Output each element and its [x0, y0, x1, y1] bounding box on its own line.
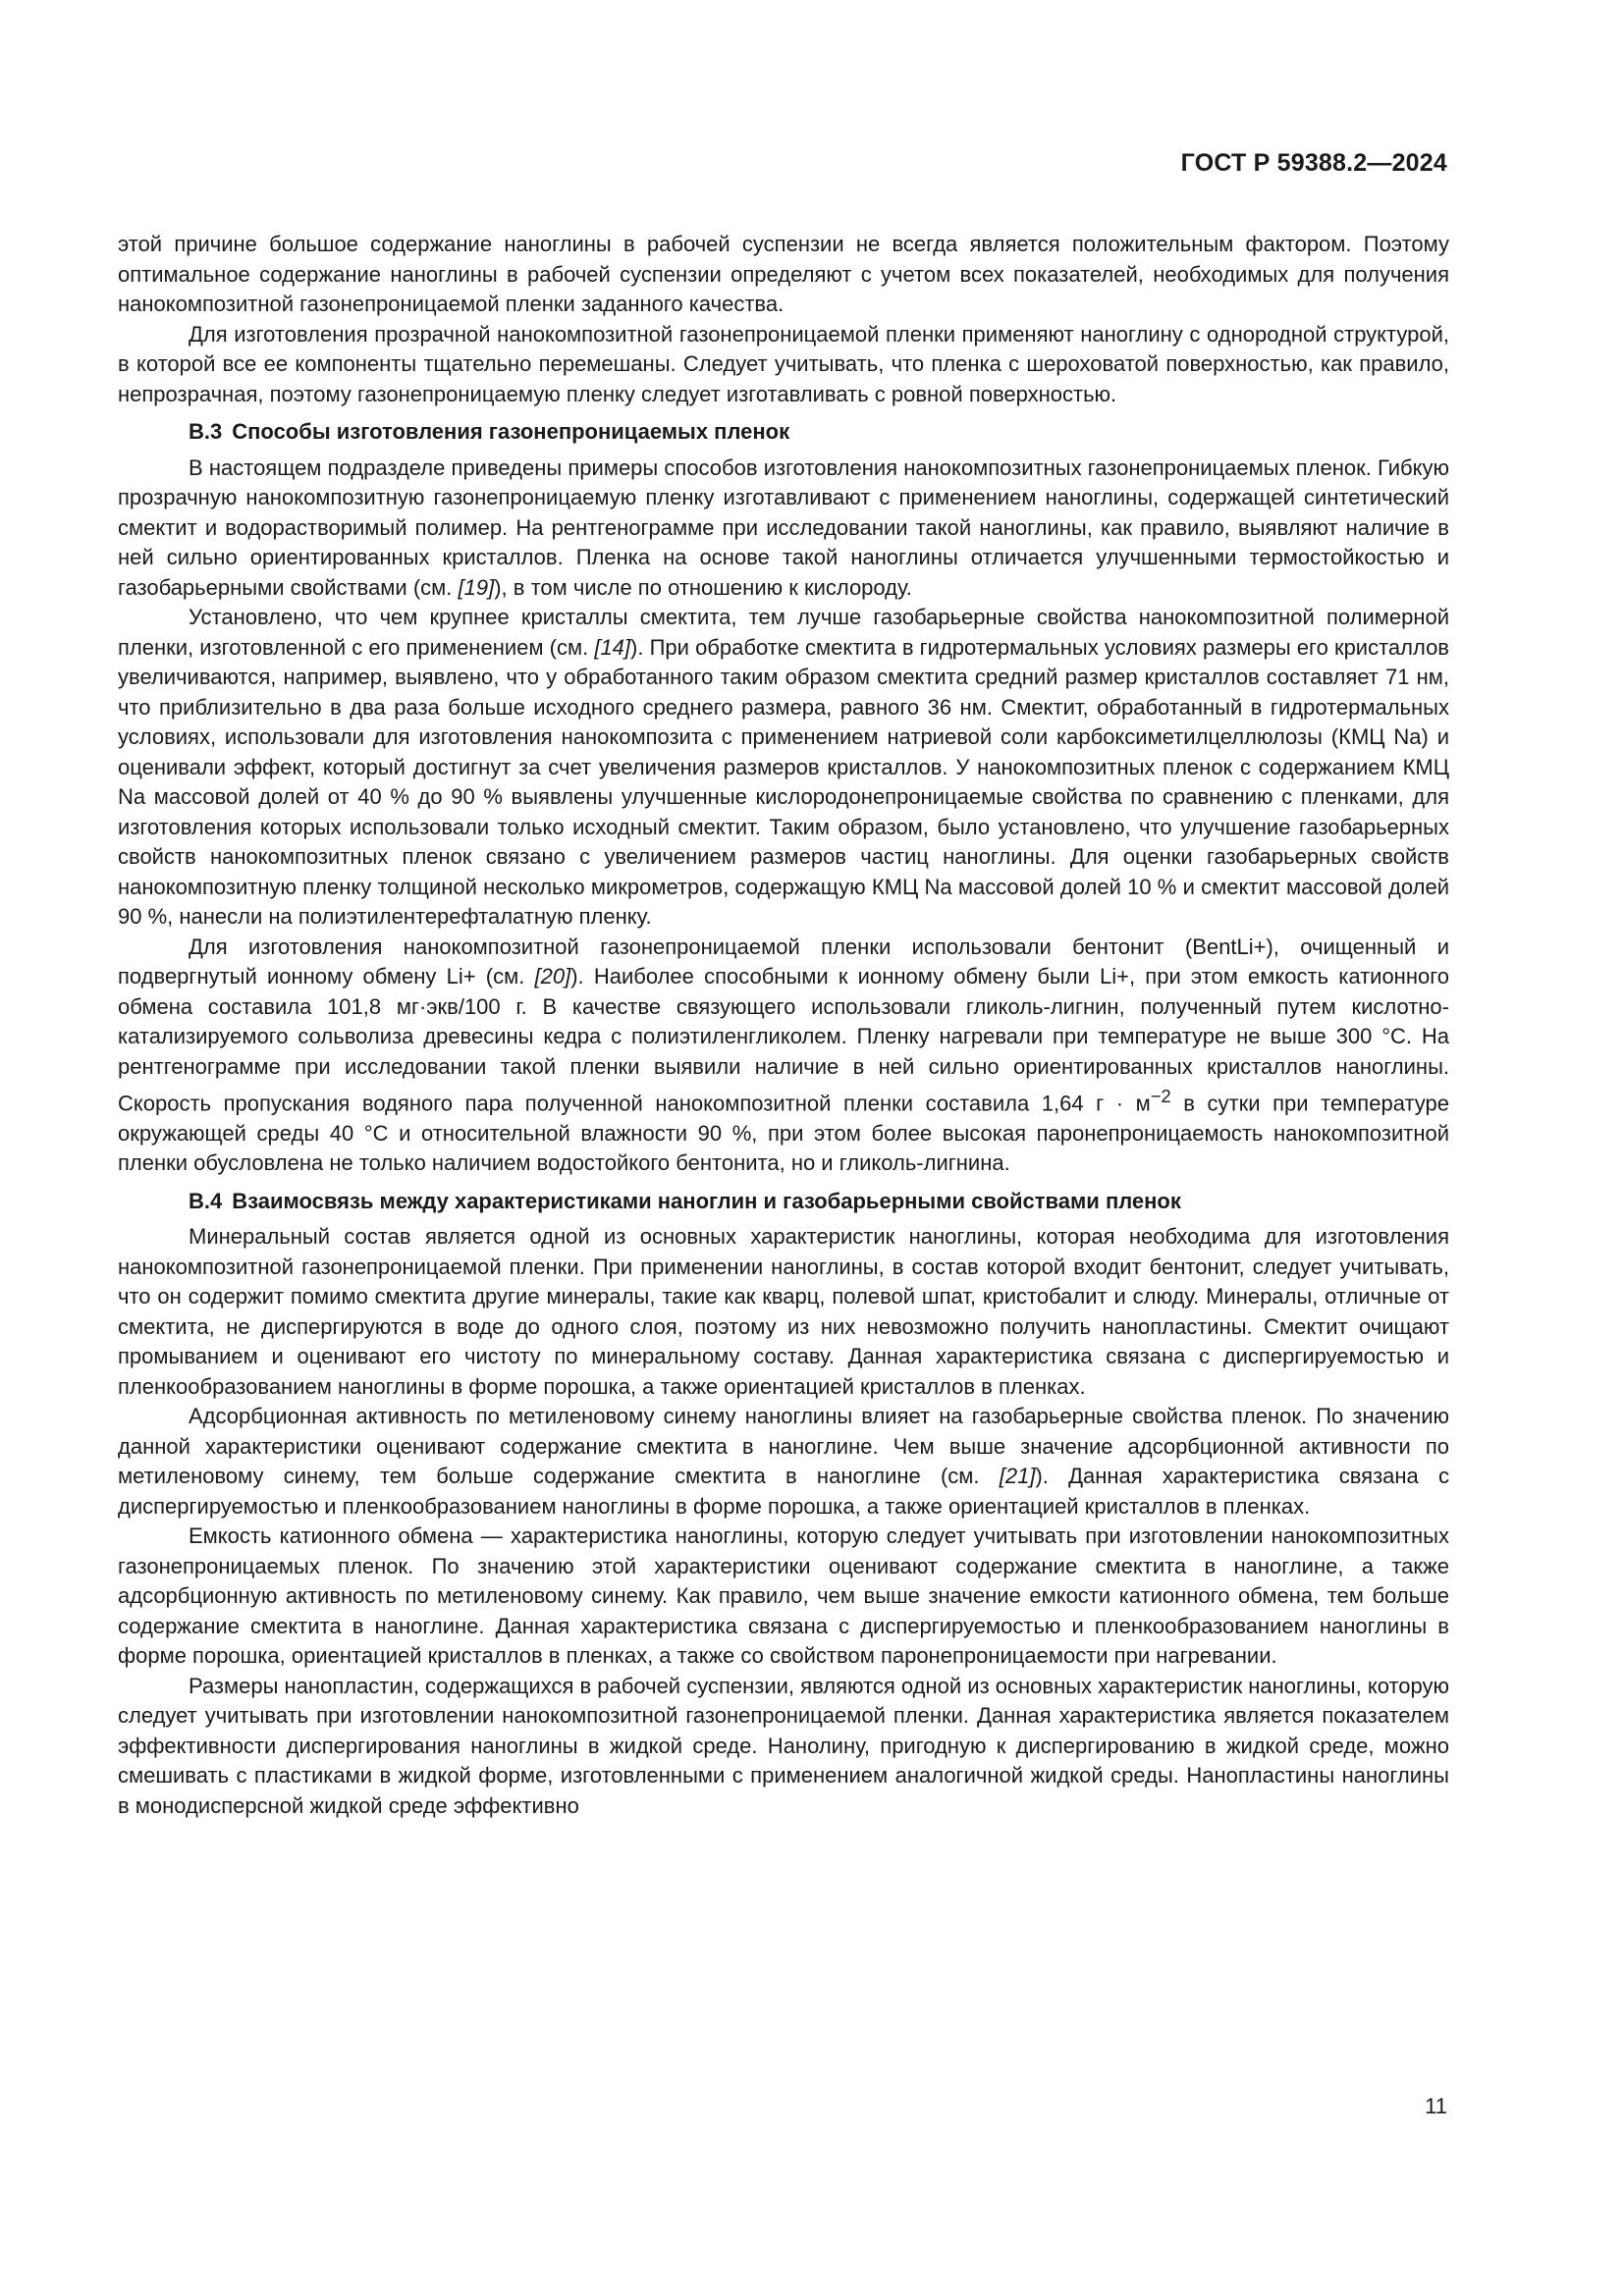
paragraph-b3-2 [118, 603, 1449, 933]
bibliography-reference: [14] [594, 634, 631, 660]
paragraph-intro-2: Для изготовления прозрачной нанокомпозитной газонепроницаемой пленки применяют наноглину с однородной структурой, в которой все ее компоненты тщательно перемешаны. Следует учитывать, что пленка с шероховатой поверхностью, как правило, непрозрачная, поэтому газонепроницаемую пленку следует изготавливать с ровной поверхностью. [118, 321, 1449, 406]
section-heading-b3 [118, 417, 1449, 448]
paragraph-intro-1: этой причине большое содержание наноглины в рабочей суспензии не всегда является положительным фактором. Поэтому оптимальное содержание наноглины в рабочей суспензии определяют с учетом всех показателей, необходимых для получения нанокомпозитной газонепроницаемой пленки заданного качества. [118, 232, 1449, 316]
paragraph-b4-4: Размеры нанопластин, содержащихся в рабочей суспензии, являются одной из основных характеристик наноглины, которую следует учитывать при изготовлении нанокомпозитной газонепроницаемой пленки. Данная характеристика является показателем эффективности диспергирования наноглины в жидкой среде. Нанолину, пригодную к диспергированию в жидкой среде, можно смешивать с пластиками в жидкой форме, изготовленными с применением аналогичной жидкой среды. Нанопластины наноглины в монодисперсной жидкой среде эффективно [118, 1673, 1449, 1818]
text-run: Установлено, что чем крупнее кристаллы смектита, тем лучше газобарьерные свойства нанокомпозитной полимерной пленки, изготовленной с его применением (см. [118, 605, 1449, 660]
text-run: в сутки при температуре окружающей среды 40 °С и относительной влажности 90 %, при этом более высокая паронепроницаемость нанокомпозитной пленки обусловлена не только наличием водостойкого бентонита, но и гликоль-лигнина. [118, 1091, 1449, 1176]
section-number: В.4 [189, 1188, 223, 1213]
page-number: 11 [1425, 2094, 1447, 2118]
bibliography-reference: [21] [999, 1464, 1036, 1489]
paragraph-b4-2 [118, 1402, 1449, 1522]
paragraph-b3-3 [118, 933, 1449, 1179]
document-body [118, 230, 1449, 1821]
text-run: ). Данная характеристика связана с диспергируемостью и пленкообразованием наноглины в форме порошка, а также ориентацией кристаллов в пленках. [118, 1464, 1450, 1519]
section-heading-b4 [118, 1187, 1449, 1217]
text-run: ), в том числе по отношению к кислороду. [494, 574, 912, 600]
text-run: Для изготовления нанокомпозитной газонепроницаемой пленки использовали бентонит (BentLi+), очищенный и подвергнутый ионному обмену Li+ (см. [118, 934, 1449, 988]
text-run: ). При обработке смектита в гидротермальных условиях размеры его кристаллов увеличиваются, например, выявлено, что у обработанного таким образом смектита средний размер кристаллов составляет 71 нм, что приблизительно в два раза больше исходного среднего размера, равного 36 нм. Смектит, обработанный в гидротермальных условиях, использовали для изготовления нанокомпозита с применением натриевой соли карбоксиметилцеллюлозы (КМЦ Na) и оценивали эффект, который достигнут за счет увеличения размеров кристаллов. У нанокомпозитных пленок с содержанием КМЦ Na массовой долей от 40 % до 90 % выявлены улучшенные кислородонепроницаемые свойства по сравнению с пленками, для изготовления которых использовали только исходный смектит. Таким образом, было установлено, что улучшение газобарьерных свойств нанокомпозитных пленок связано с увеличением размеров частиц наноглины. Для оценки газобарьерных свойств нанокомпозитную пленку толщиной несколько микрометров, содержащую КМЦ Na массовой долей 10 % и смектит массовой долей 90 %, нанесли на полиэтилентерефталатную пленку. [118, 634, 1449, 929]
bibliography-reference: [20] [534, 964, 571, 988]
paragraph-b4-1: Минеральный состав является одной из основных характеристик наноглины, которая необходима для изготовления нанокомпозитной газонепроницаемой пленки. При применении наноглины, в состав которой входит бентонит, следует учитывать, что он содержит помимо смектита другие минералы, такие как кварц, полевой шпат, кристобалит и слюду. Минералы, отличные от смектита, не диспергируются в воде до одного слоя, поэтому из них невозможно получить нанопластины. Смектит очищают промыванием и оценивают его чистоту по минеральному составу. Данная характеристика связана с диспергируемостью и пленкообразованием наноглины в форме порошка, а также ориентацией кристаллов в пленках. [118, 1224, 1449, 1399]
bibliography-reference: [19] [458, 574, 495, 600]
section-title: Способы изготовления газонепроницаемых пленок [232, 419, 790, 444]
paragraph-b3-1 [118, 454, 1449, 604]
section-title: Взаимосвязь между характеристиками наноглин и газобарьерными свойствами пленок [232, 1188, 1181, 1213]
section-number: В.3 [189, 419, 223, 444]
superscript-exponent: −2 [1150, 1086, 1171, 1106]
text-run: ). Наиболее способными к ионному обмену были Li+, при этом емкость катионного обмена составила 101,8 мг·экв/100 г. В качестве связующего использовали гликоль-лигнин, полученный путем кислотно-катализируемого сольволиза древесины кедра с полиэтиленгликолем. Пленку нагревали при температуре не выше 300 °С. На рентгенограмме при исследовании такой пленки выявили наличие в ней сильно ориентированных кристаллов наноглины. Скорость пропускания водяного пара полученной нанокомпозитной пленки составила 1,64 г · м [118, 964, 1449, 1116]
text-run: В настоящем подразделе приведены примеры способов изготовления нанокомпозитных газонепроницаемых пленок. Гибкую прозрачную нанокомпозитную газонепроницаемую пленку изготавливают с применением наноглины, содержащей синтетический смектит и водорастворимый полимер. На рентгенограмме при исследовании такой наноглины, как правило, выявляют наличие в ней сильно ориентированных кристаллов. Пленка на основе такой наноглины отличается улучшенными термостойкостью и газобарьерными свойствами (см. [118, 454, 1449, 600]
paragraph-b4-3: Емкость катионного обмена — характеристика наноглины, которую следует учитывать при изготовлении нанокомпозитных газонепроницаемых пленок. По значению этой характеристики оценивают содержание смектита в наноглине, а также адсорбционную активность по метиленовому синему. Как правило, чем выше значение емкости катионного обмена, тем больше содержание смектита в наноглине. Данная характеристика связана с диспергируемостью и пленкообразованием наноглины в форме порошка, ориентацией кристаллов в пленках, а также со свойством паронепроницаемости при нагревании. [118, 1523, 1449, 1669]
document-code: ГОСТ Р 59388.2—2024 [1180, 149, 1447, 177]
text-run: Адсорбционная активность по метиленовому синему наноглины влияет на газобарьерные свойства пленок. По значению данной характеристики оценивают содержание смектита в наноглине. Чем выше значение адсорбционной активности по метиленовому синему, тем больше содержание смектита в наноглине (см. [118, 1404, 1449, 1489]
